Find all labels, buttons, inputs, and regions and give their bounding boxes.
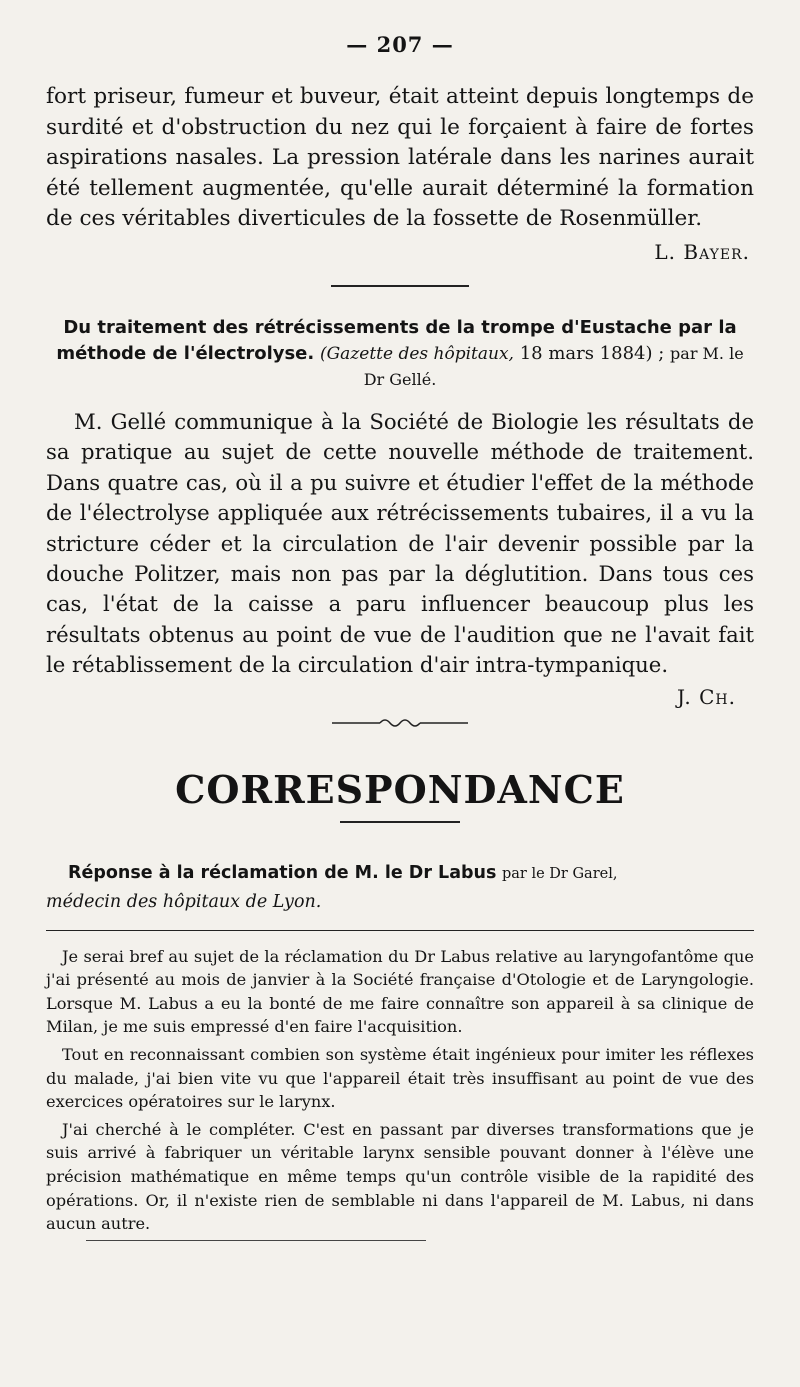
article-1-paragraph: fort priseur, fumeur et buveur, était atteint depuis longtemps de surdité et d'obstruction du nez qui le forçaient à faire de fortes aspirations nasales. La pression latérale dans les narines aurait été tellement augmentée, qu'elle aurait déterminé la formation de ces véritables diverticules de la fossette de Rosenmüller. bbox=[46, 84, 754, 232]
article-2-title-text: Du traitement des rétrécissements de la trompe d'Eustache par la méthode de l'électrolyse. bbox=[56, 316, 737, 364]
article-2-source-date: 18 mars 1884) ; bbox=[519, 342, 665, 364]
bottom-rule bbox=[86, 1240, 426, 1241]
reply-byline: par le Dr Garel, bbox=[502, 865, 618, 882]
article-2-paragraph: M. Gellé communique à la Société de Biologie les résultats de sa pratique au sujet de cette nouvelle méthode de traitement. Dans quatre cas, où il a pu suivre et étudier l'effet de la méthode de l'électrolyse appliquée aux rétrécissements tubaires, il a vu la stricture céder et la circulation de l'air devenir possible par la douche Politzer, mais non pas par la déglutition. Dans tous ces cas, l'état de la caisse a paru influencer beaucoup plus les résultats obtenus au point de vue de l'audition que ne l'avait fait le rétablissement de la circulation d'air intra-tympanique. bbox=[46, 408, 754, 678]
reply-paragraph-1: Je serai bref au sujet de la réclamation du Dr Labus relative au laryngofantôme que j'ai présenté au mois de janvier à la Société française d'Otologie et de Laryngologie. Lorsque M. Labus a eu la bonté de me faire connaître son appareil à sa clinique de Milan, je me suis empressé d'en faire l'acquisition. bbox=[46, 946, 754, 1037]
reply-paragraph-2: Tout en reconnaissant combien son système était ingénieux pour imiter les réflexes du malade, j'ai bien vite vu que l'appareil était très insuffisant au point de vue des exercices opératoires sur le larynx. bbox=[46, 1045, 754, 1112]
article-2-signature: J. Ch. bbox=[676, 684, 736, 709]
article-1-signature: L. Bayer. bbox=[654, 239, 750, 264]
reply-affiliation: médecin des hôpitaux de Lyon. bbox=[46, 891, 322, 912]
article-2-title bbox=[46, 315, 754, 393]
page-number: — 207 — bbox=[346, 32, 454, 57]
reply-title-text: Réponse à la réclamation de M. le Dr Labus bbox=[68, 862, 497, 883]
article-2-byline: par M. le Dr Gellé. bbox=[363, 343, 744, 389]
article-2-source: (Gazette des hôpitaux, bbox=[319, 343, 514, 364]
section-rule bbox=[340, 821, 460, 823]
ornament-divider-icon bbox=[330, 715, 470, 731]
reply-title bbox=[46, 859, 754, 916]
section-heading: CORRESPONDANCE bbox=[175, 766, 625, 812]
reply-paragraph-3: J'ai cherché à le compléter. C'est en passant par diverses transformations que je suis arrivé à fabriquer un véritable larynx sensible pouvant donner à l'élève une précision mathématique en même temps qu'un contrôle visible de la rapidité des opérations. Or, il n'existe rien de semblable ni dans l'appareil de M. Labus, ni dans aucun autre. bbox=[46, 1119, 754, 1234]
divider-rule bbox=[331, 285, 469, 287]
reply-rule bbox=[46, 930, 754, 931]
